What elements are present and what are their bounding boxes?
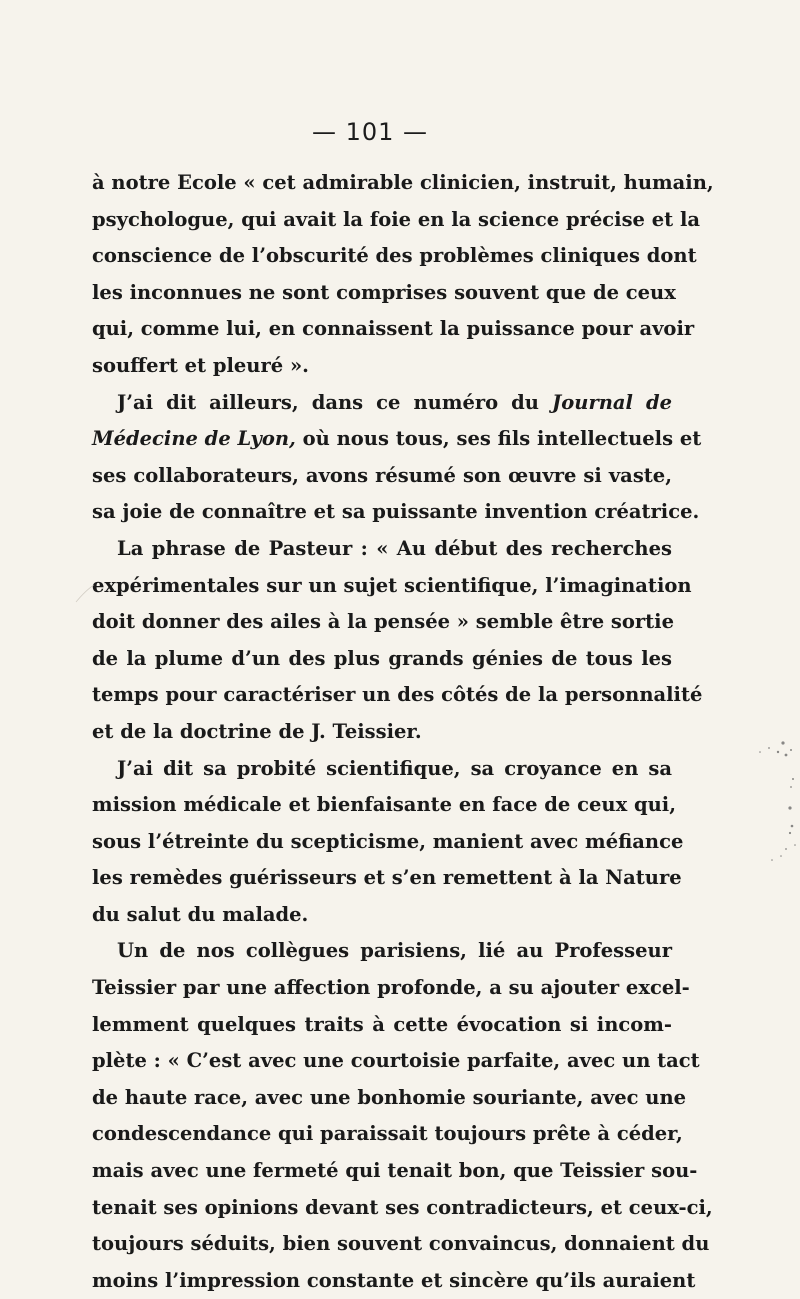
text-line: les remèdes guérisseurs et s’en remettent à la Nature bbox=[92, 866, 682, 890]
text-line: souffert et pleuré ». bbox=[92, 353, 309, 377]
text-line: de la plume d’un des plus grands génies de tous les bbox=[92, 646, 672, 670]
text-line: tenait ses opinions devant ses contradicteurs, et ceux-ci, bbox=[92, 1195, 713, 1219]
text-line: qui, comme lui, en connaissent la puissance pour avoir bbox=[92, 317, 695, 341]
text-line: toujours séduits, bien souvent convaincus, donnaient du bbox=[92, 1232, 710, 1256]
text-line: J’ai dit sa probité scientifique, sa croyance en sa bbox=[117, 756, 672, 780]
text-line: doit donner des ailes à la pensée » semble être sortie bbox=[92, 610, 674, 634]
text-line: condescendance qui paraissait toujours prête à céder, bbox=[92, 1122, 683, 1146]
text-line bbox=[92, 385, 672, 422]
text-line: mais avec une fermeté qui tenait bon, que Teissier sou- bbox=[92, 1159, 698, 1183]
text-line: conscience de l’obscurité des problèmes cliniques dont bbox=[92, 244, 697, 268]
text-line: Teissier par une affection profonde, a su ajouter excel- bbox=[92, 976, 690, 1000]
text-line: moins l’impression constante et sincère qu’ils auraient bbox=[92, 1268, 696, 1292]
text-line: à notre Ecole « cet admirable clinicien, instruit, humain, bbox=[92, 171, 714, 194]
text-line: expérimentales sur un sujet scientifique, l’imagination bbox=[92, 573, 692, 597]
text-line: de haute race, avec une bonhomie souriante, avec une bbox=[92, 1085, 687, 1109]
text-segment: où nous tous, ses fils intellectuels et bbox=[302, 427, 702, 451]
text-line: lemment quelques traits à cette évocation si incom- bbox=[92, 1012, 672, 1036]
text-segment: J’ai dit ailleurs, dans ce numéro du bbox=[117, 390, 539, 414]
text-line: sous l’étreinte du scepticisme, manient avec méfiance bbox=[92, 829, 684, 853]
text-line: Un de nos collègues parisiens, lié au Professeur bbox=[117, 939, 672, 963]
text-line: du salut du malade. bbox=[92, 902, 309, 926]
text-line: mission médicale et bienfaisante en face de ceux qui, bbox=[92, 793, 677, 817]
body-text bbox=[92, 165, 714, 1299]
text-line: ses collaborateurs, avons résumé son œuvre si vaste, bbox=[92, 463, 672, 487]
page-number: — 101 — bbox=[311, 118, 429, 146]
text-line: plète : « C’est avec une courtoisie parfaite, avec un tact bbox=[92, 1049, 700, 1073]
text-line: et de la doctrine de J. Teissier. bbox=[92, 719, 422, 743]
text-line bbox=[92, 421, 702, 458]
journal-title: Journal de bbox=[552, 390, 673, 414]
text-line: sa joie de connaître et sa puissante invention créatrice. bbox=[92, 500, 700, 524]
text-line: La phrase de Pasteur : « Au début des recherches bbox=[117, 536, 672, 560]
text-line: psychologue, qui avait la foie en la science précise et la bbox=[92, 207, 700, 231]
text-line: les inconnues ne sont comprises souvent que de ceux bbox=[92, 280, 676, 304]
journal-title: Médecine de Lyon, bbox=[92, 427, 296, 451]
text-line: temps pour caractériser un des côtés de la personnalité bbox=[92, 683, 703, 707]
